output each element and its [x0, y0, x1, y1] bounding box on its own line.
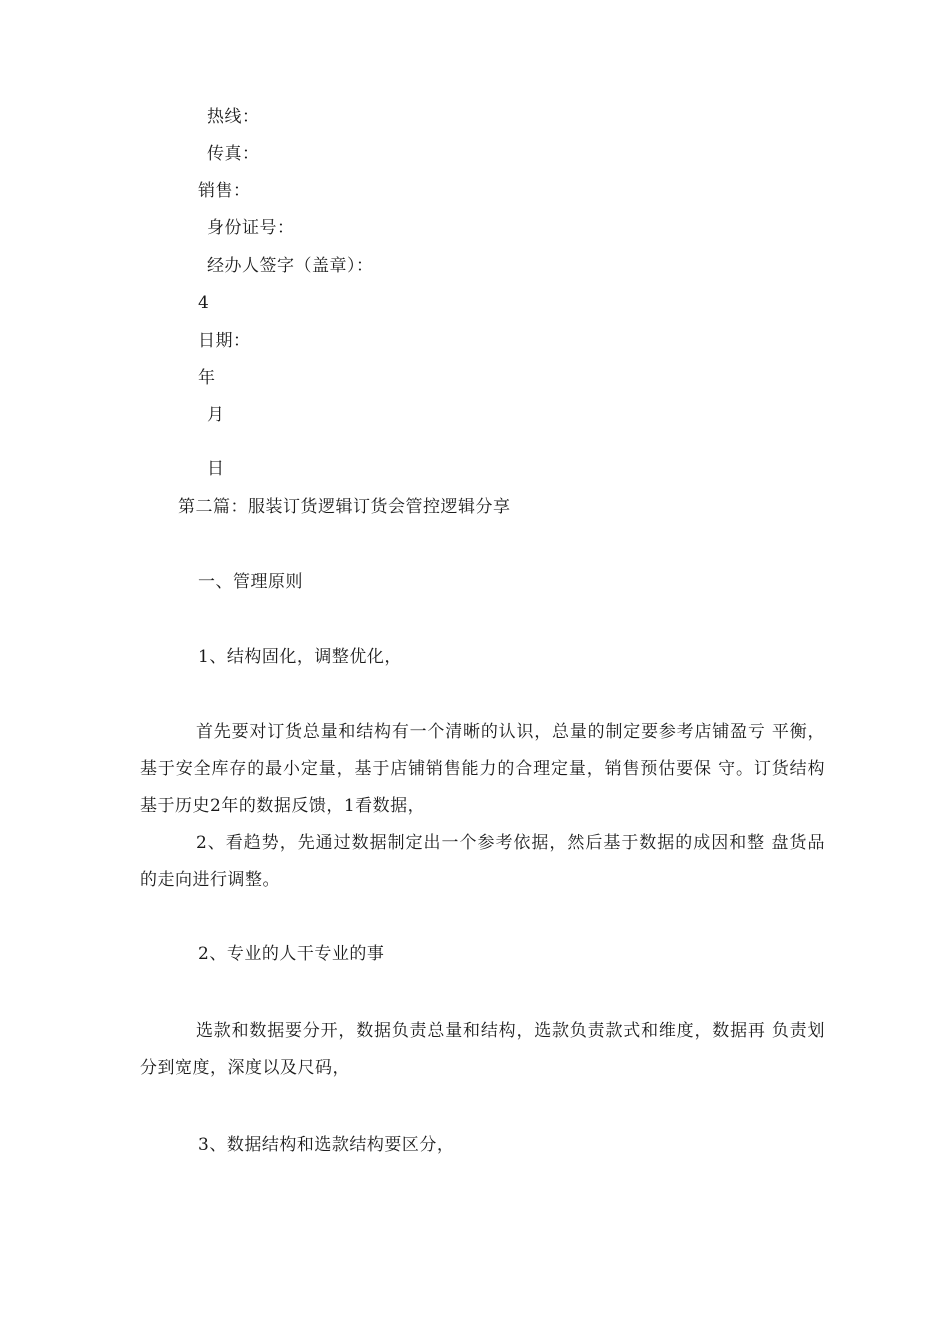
fax-label: 传真： — [207, 144, 260, 164]
year-label: 年 — [198, 368, 216, 388]
day-label: 日 — [207, 459, 225, 479]
id-number-label: 身份证号： — [207, 218, 295, 238]
article-title: 第二篇：服装订货逻辑订货会管控逻辑分享 — [178, 497, 511, 517]
item-2-paragraph: 选款和数据要分开，数据负责总量和结构，选款负责款式和维度，数据再 负责划分到宽度，深度以及尺码， — [140, 1021, 825, 1078]
date-label: 日期： — [198, 331, 251, 351]
item-1-heading: 1、结构固化，调整优化， — [198, 647, 402, 667]
sales-label: 销售： — [198, 181, 251, 201]
item-1-paragraph-1: 首先要对订货总量和结构有一个清晰的认识，总量的制定要参考店铺盈亏 平衡，基于安全库存的最小定量，基于店铺销售能力的合理定量，销售预估要保 守。订货结构基于历史2年的数据反馈，1看数据， — [140, 722, 825, 816]
section-heading-management-principles: 一、管理原则 — [198, 572, 303, 592]
month-label: 月 — [207, 405, 225, 425]
agent-signature-label: 经办人签字（盖章）： — [207, 256, 374, 276]
item-3-heading: 3、数据结构和选款结构要区分， — [198, 1135, 455, 1155]
page-number: 4 — [198, 293, 210, 313]
item-1-paragraph-2: 2、看趋势，先通过数据制定出一个参考依据，然后基于数据的成因和整 盘货品的走向进行调整。 — [140, 833, 825, 890]
item-2-heading: 2、专业的人干专业的事 — [198, 944, 385, 964]
hotline-label: 热线： — [207, 107, 260, 127]
